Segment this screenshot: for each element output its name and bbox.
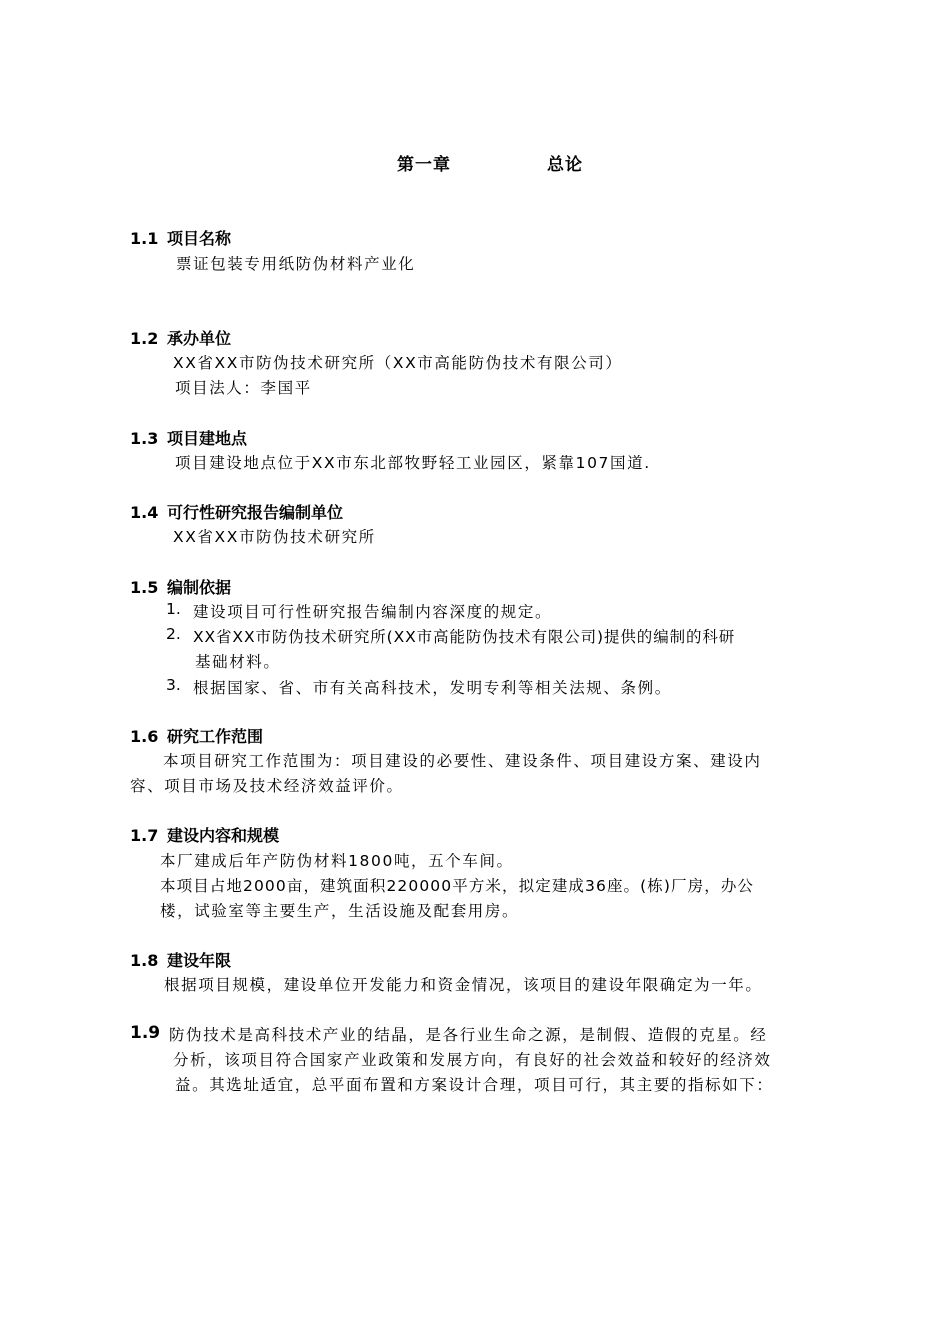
section-title: 建设内容和规模 [167,826,280,845]
legal-person-text: 项目法人：李国平 [175,379,312,397]
section-number: 1.2 [130,329,159,348]
section-number: 1.1 [130,229,159,248]
section-heading-1-5 [130,575,231,598]
conclusion-text-continuation: 益。其选址适宜，总平面布置和方案设计合理，项目可行，其主要的指标如下： [175,1076,774,1094]
section-number: 1.8 [130,951,159,970]
section-number: 1.3 [130,429,159,448]
list-item-number: 2. [166,625,181,643]
section-title: 研究工作范围 [167,727,264,746]
list-item-continuation: 基础材料。 [195,653,281,671]
section-title: 可行性研究报告编制单位 [167,503,344,522]
section-title: 编制依据 [167,578,232,597]
section-heading-1-1 [130,226,231,249]
list-item: 建设项目可行性研究报告编制内容深度的规定。 [193,603,553,621]
chapter-name: 总论 [547,155,583,175]
facilities-text: 楼，试验室等主要生产，生活设施及配套用房。 [160,902,520,920]
section-title: 项目名称 [167,229,232,248]
chapter-title [0,150,950,175]
section-heading-1-4 [130,500,343,523]
section-title: 项目建地点 [167,429,248,448]
section-heading-1-2 [130,326,231,349]
conclusion-text: 防伪技术是高科技术产业的结晶，是各行业生命之源，是制假、造假的克星。经 [169,1026,768,1044]
list-item: XX省XX市防伪技术研究所(XX市高能防伪技术有限公司)提供的编制的科研 [193,628,736,646]
capacity-text: 本厂建成后年产防伪材料1800吨，五个车间。 [160,852,514,870]
section-title: 建设年限 [167,951,232,970]
section-heading-1-6 [130,724,263,747]
section-number: 1.4 [130,503,159,522]
land-area-text: 本项目占地2000亩，建筑面积220000平方米，拟定建成36座。(栋)厂房，办公 [160,877,755,895]
project-name-text: 票证包装专用纸防伪材料产业化 [176,255,416,273]
conclusion-text-continuation: 分析，该项目符合国家产业政策和发展方向，有良好的社会效益和较好的经济效 [173,1051,772,1069]
section-heading-1-7 [130,823,279,846]
scope-text-continuation: 容、项目市场及技术经济效益评价。 [130,777,404,795]
scope-text: 本项目研究工作范围为：项目建设的必要性、建设条件、项目建设方案、建设内 [163,752,762,770]
chapter-label: 第一章 [397,155,451,175]
duration-text: 根据项目规模，建设单位开发能力和资金情况，该项目的建设年限确定为一年。 [164,976,763,994]
section-number-1-9: 1.9 [130,1023,161,1043]
section-title: 承办单位 [167,329,232,348]
list-item-number: 1. [166,600,181,618]
list-item: 根据国家、省、市有关高科技术，发明专利等相关法规、条例。 [193,679,672,697]
section-number: 1.7 [130,826,159,845]
list-item-number: 3. [166,676,181,694]
organizer-text: XX省XX市防伪技术研究所（XX市高能防伪技术有限公司） [173,354,623,372]
report-unit-text: XX省XX市防伪技术研究所 [173,528,376,546]
section-number: 1.6 [130,727,159,746]
section-number: 1.5 [130,578,159,597]
section-heading-1-8 [130,948,231,971]
location-text: 项目建设地点位于XX市东北部牧野轻工业园区，紧靠107国道. [175,454,651,472]
section-heading-1-3 [130,426,247,449]
